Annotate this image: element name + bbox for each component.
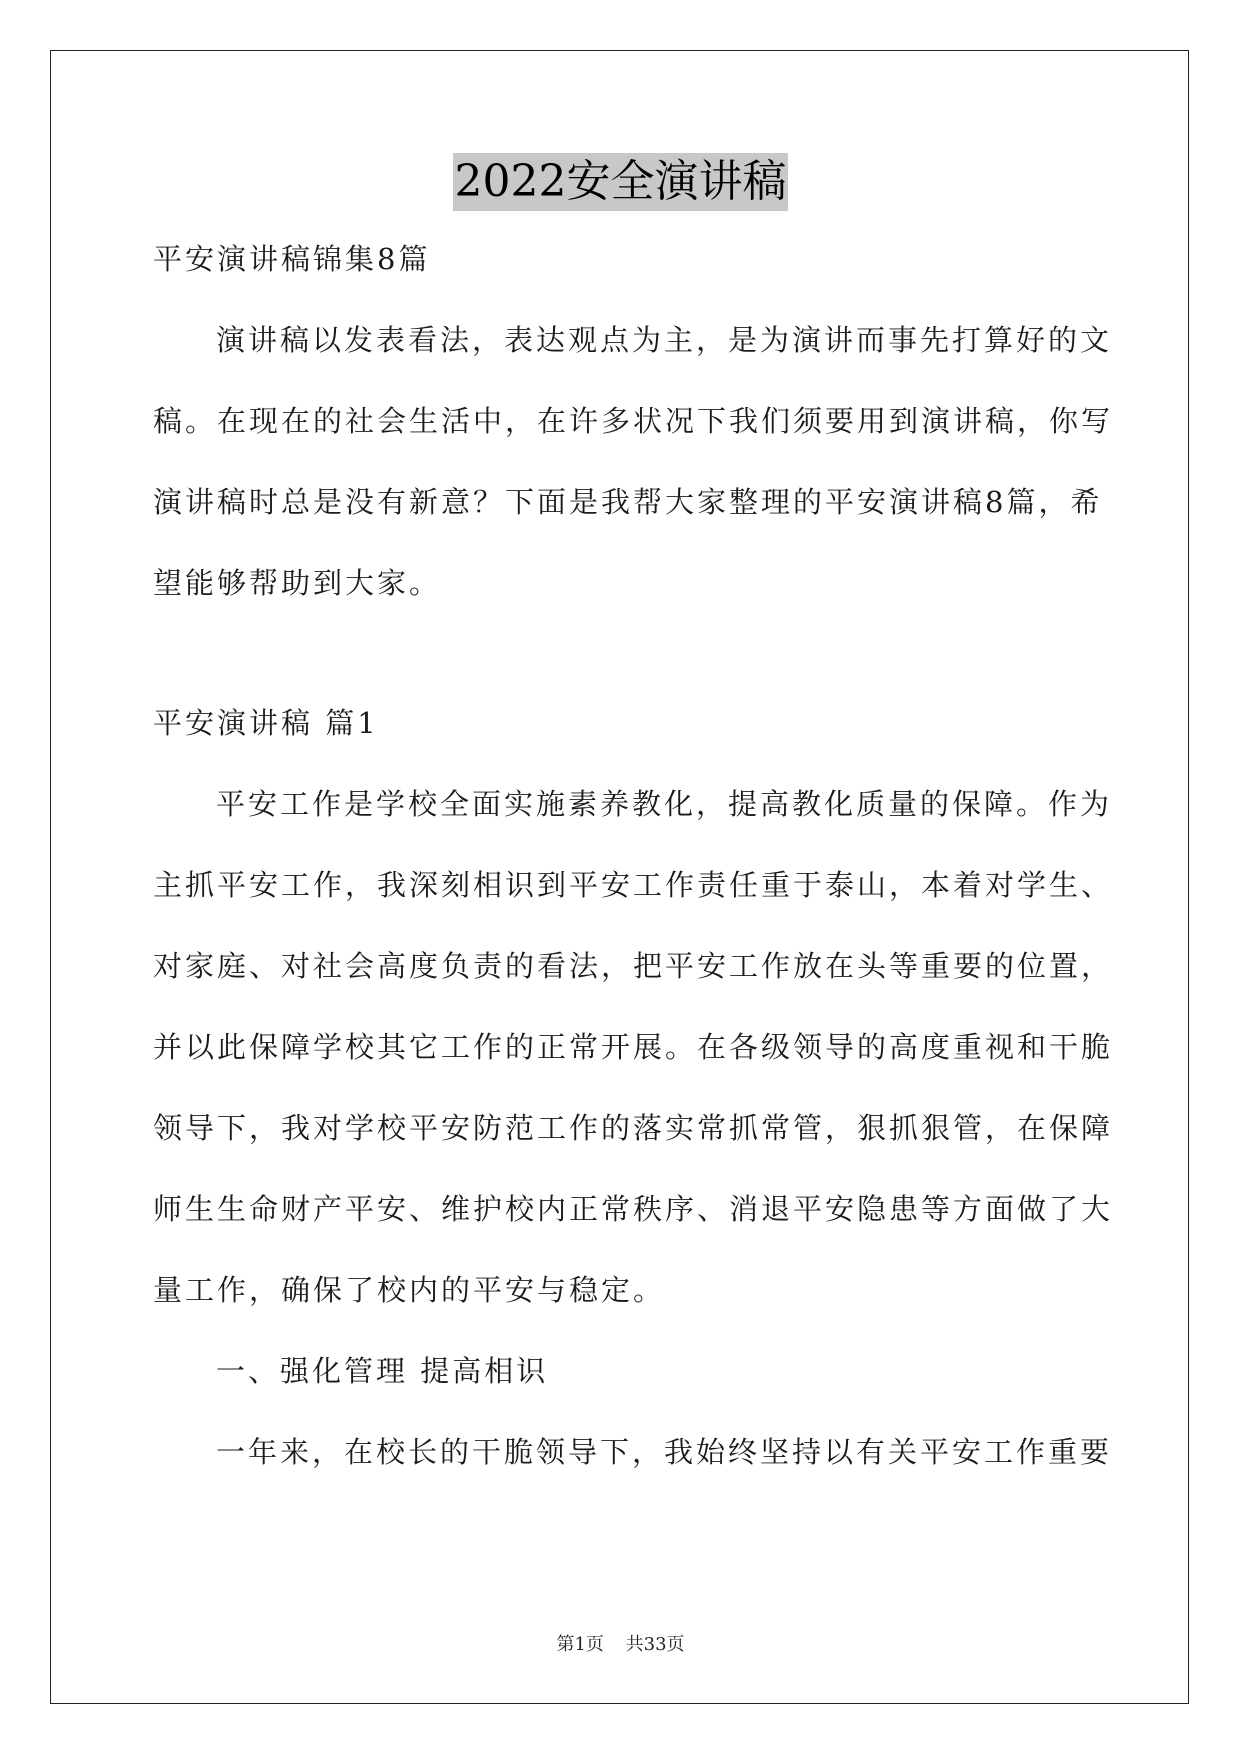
document-title: 2022安全演讲稿 bbox=[453, 153, 789, 211]
paragraph-line: 量工作，确保了校内的平安与稳定。 bbox=[153, 1273, 666, 1307]
document-body bbox=[153, 235, 1114, 1509]
subsection-heading: 一、强化管理 提高相识 bbox=[216, 1354, 549, 1388]
paragraph-line: 平安工作是学校全面实施素养教化，提高教化质量的保障。作为 bbox=[216, 787, 1113, 821]
paragraph-line: 领导下，我对学校平安防范工作的落实常抓常管，狠抓狠管，在保障 bbox=[153, 1111, 1114, 1145]
paragraph-line: 一年来，在校长的干脆领导下，我始终坚持以有关平安工作重要 bbox=[216, 1435, 1113, 1469]
page-number: 第1页 bbox=[556, 1634, 604, 1655]
paragraph-line: 并以此保障学校其它工作的正常开展。在各级领导的高度重视和干脆 bbox=[153, 1030, 1114, 1064]
section-heading: 平安演讲稿 篇1 bbox=[153, 706, 379, 740]
paragraph-line: 演讲稿以发表看法，表达观点为主，是为演讲而事先打算好的文 bbox=[216, 323, 1113, 357]
total-pages: 共33页 bbox=[625, 1634, 685, 1655]
section-heading: 平安演讲稿锦集8篇 bbox=[153, 242, 431, 276]
paragraph-line: 主抓平安工作，我深刻相识到平安工作责任重于泰山，本着对学生、 bbox=[153, 868, 1114, 902]
paragraph-line: 对家庭、对社会高度负责的看法，把平安工作放在头等重要的位置， bbox=[153, 949, 1114, 983]
paragraph-line: 演讲稿时总是没有新意？下面是我帮大家整理的平安演讲稿8篇，希 bbox=[153, 485, 1103, 519]
title-container bbox=[0, 153, 1241, 211]
paragraph-line: 望能够帮助到大家。 bbox=[153, 566, 442, 600]
paragraph-line: 师生生命财产平安、维护校内正常秩序、消退平安隐患等方面做了大 bbox=[153, 1192, 1114, 1226]
paragraph-line: 稿。在现在的社会生活中，在许多状况下我们须要用到演讲稿，你写 bbox=[153, 404, 1114, 438]
page-footer bbox=[0, 1630, 1241, 1656]
